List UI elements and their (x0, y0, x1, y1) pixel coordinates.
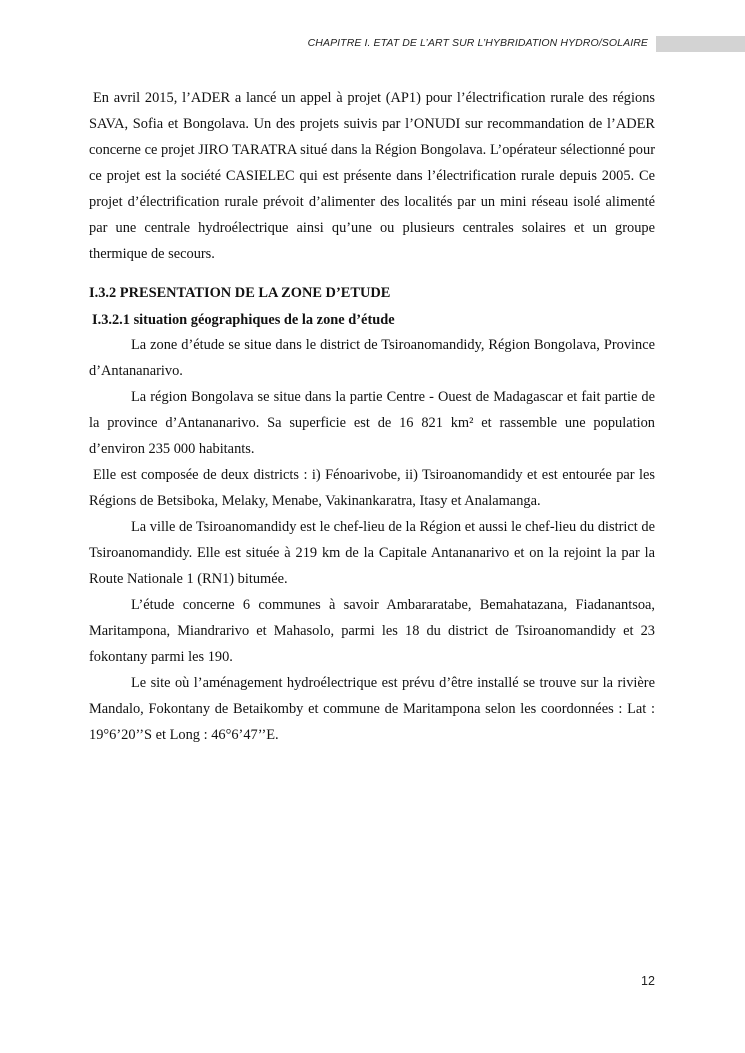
section-heading: I.3.2 PRESENTATION DE LA ZONE D’ETUDE (89, 285, 391, 301)
document-body (89, 85, 655, 748)
page-number: 12 (641, 974, 655, 988)
intro-paragraph: En avril 2015, l’ADER a lancé un appel à projet (AP1) pour l’électrification rurale des régions SAVA, Sofia et Bongolava. Un des projets suivis par l’ONUDI sur recommandation de l’ADER concerne ce projet JIRO TARATRA situé dans la Région Bongolava. L’opérateur sélectionné pour ce projet est la société CASIELEC qui est présente dans l’électrification rurale depuis 2005. Ce projet d’électrification rurale prévoit d’alimenter des localités par un mini réseau isolé alimenté par une centrale hydroélectrique ainsi qu’une ou plusieurs centrales solaires et un groupe thermique de secours. (89, 90, 655, 262)
paragraph-region: La région Bongolava se situe dans la partie Centre - Ouest de Madagascar et fait partie de la province d’Antananarivo. Sa superficie est de 16 821 km² et rassemble une population d’environ 235 000 habitants. (89, 389, 655, 457)
paragraph-site: Le site où l’aménagement hydroélectrique est prévu d’être installé se trouve sur la rivière Mandalo, Fokontany de Betaikomby et commune de Maritampona selon les coordonnées : Lat : 19°6’20’’S et Long : 46°6’47’’E. (89, 675, 655, 743)
subsection-heading: I.3.2.1 situation géographiques de la zone d’étude (92, 312, 395, 328)
paragraph-communes: L’étude concerne 6 communes à savoir Ambararatabe, Bemahatazana, Fiadanantsoa, Maritampona, Miandrarivo et Mahasolo, parmi les 18 du district de Tsiroanomandidy et 23 fokontany parmi les 190. (89, 597, 655, 665)
header-accent-bar (656, 36, 745, 52)
paragraph-location: La zone d’étude se situe dans le district de Tsiroanomandidy, Région Bongolava, Province d’Antananarivo. (89, 337, 655, 379)
chapter-title: CHAPITRE I. ETAT DE L’ART SUR L’HYBRIDATION HYDRO/SOLAIRE (307, 37, 648, 49)
paragraph-town: La ville de Tsiroanomandidy est le chef-lieu de la Région et aussi le chef-lieu du district de Tsiroanomandidy. Elle est située à 219 km de la Capitale Antananarivo et on la rejoint la par la Route Nationale 1 (RN1) bitumée. (89, 519, 655, 587)
paragraph-districts: Elle est composée de deux districts : i) Fénoarivobe, ii) Tsiroanomandidy et est entourée par les Régions de Betsiboka, Melaky, Menabe, Vakinankaratra, Itasy et Analamanga. (89, 467, 655, 509)
